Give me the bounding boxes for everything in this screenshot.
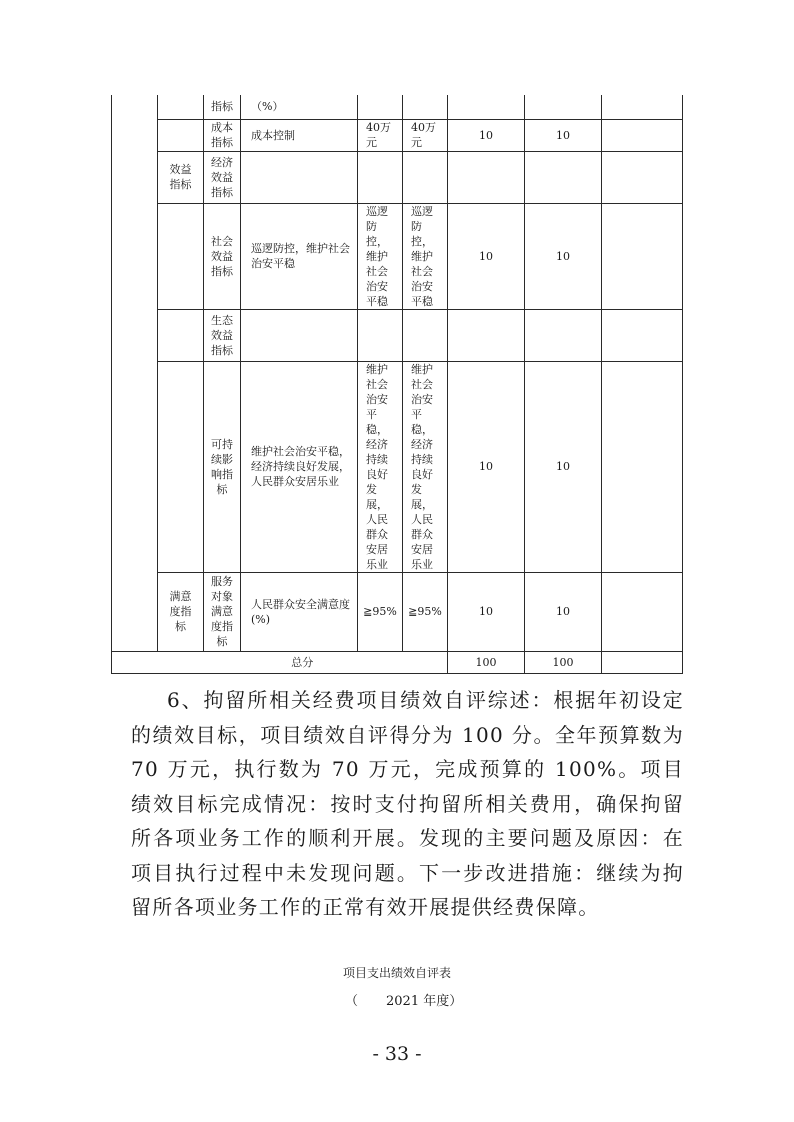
year-label: 2021 年度） <box>386 994 463 1009</box>
group-cell: 效益指标 <box>158 151 204 203</box>
target-cell: 巡逻防控，维护社会治安平稳 <box>358 203 403 309</box>
actual-cell <box>403 151 448 203</box>
weight-cell <box>448 151 525 203</box>
note-cell <box>602 572 683 651</box>
score-cell <box>525 151 602 203</box>
weight-cell <box>448 309 525 361</box>
score-cell: 10 <box>525 119 602 151</box>
note-cell <box>602 361 683 572</box>
subcategory-cell: 指标 <box>204 95 241 119</box>
indicator-cell: 人民群众安全满意度(%) <box>241 572 358 651</box>
indicator-cell: 维护社会治安平稳，经济持续良好发展，人民群众安居乐业 <box>241 361 358 572</box>
indicator-cell: 成本控制 <box>241 119 358 151</box>
total-score-cell: 100 <box>525 651 602 673</box>
form-title: 项目支出绩效自评表 <box>342 966 451 980</box>
note-cell <box>602 119 683 151</box>
subcategory-cell: 生态效益指标 <box>204 309 241 361</box>
actual-cell <box>403 309 448 361</box>
total-row <box>112 651 683 673</box>
actual-cell <box>403 95 448 119</box>
target-cell: ≧95% <box>358 572 403 651</box>
page-number: - 33 - <box>372 1043 422 1065</box>
note-cell <box>602 203 683 309</box>
indicator-cell <box>241 309 358 361</box>
summary-paragraph: 6、拘留所相关经费项目绩效自评综述：根据年初设定的绩效目标，项目绩效自评得分为 100 分。全年预算数为 70 万元，执行数为 70 万元，完成预算的 100%。项目绩效目标完成情况：按时支付拘留所相关费用，确保拘留所各项业务工作的顺利开展。发现的主要问题及原因：在项目执行过程中未发现问题。下一步改进措施：继续为拘留所各项业务工作的正常有效开展提供经费保障。 <box>131 688 684 919</box>
target-cell <box>358 151 403 203</box>
note-cell <box>602 151 683 203</box>
table-row <box>112 203 683 309</box>
weight-cell: 10 <box>448 361 525 572</box>
actual-cell: 维护社会治安平稳，经济持续良好发展，人民群众安居乐业 <box>403 361 448 572</box>
group-cell <box>158 361 204 572</box>
score-cell: 10 <box>525 203 602 309</box>
weight-cell: 10 <box>448 572 525 651</box>
lead-column <box>112 95 158 651</box>
subcategory-cell: 可持续影响指标 <box>204 361 241 572</box>
score-cell <box>525 309 602 361</box>
target-cell: 40万元 <box>358 119 403 151</box>
weight-cell: 10 <box>448 203 525 309</box>
note-cell <box>602 309 683 361</box>
subcategory-cell: 成本指标 <box>204 119 241 151</box>
group-cell <box>158 119 204 151</box>
performance-table <box>111 95 683 674</box>
total-lead-cell <box>112 651 158 673</box>
indicator-cell: （%） <box>241 95 358 119</box>
subcategory-cell: 服务对象满意度指标 <box>204 572 241 651</box>
year-open-paren: （ <box>345 994 359 1009</box>
score-cell <box>525 95 602 119</box>
actual-cell: 40万元 <box>403 119 448 151</box>
form-year <box>345 990 462 1009</box>
weight-cell <box>448 95 525 119</box>
group-cell <box>158 309 204 361</box>
subcategory-cell: 经济效益指标 <box>204 151 241 203</box>
subcategory-cell: 社会效益指标 <box>204 203 241 309</box>
indicator-cell: 巡逻防控，维护社会治安平稳 <box>241 203 358 309</box>
score-cell: 10 <box>525 361 602 572</box>
table-row <box>112 151 683 203</box>
target-cell: 维护社会治安平稳，经济持续良好发展，人民群众安居乐业 <box>358 361 403 572</box>
total-label-cell: 总分 <box>158 651 448 673</box>
table-row <box>112 572 683 651</box>
indicator-cell <box>241 151 358 203</box>
table-row <box>112 361 683 572</box>
weight-cell: 10 <box>448 119 525 151</box>
table-row <box>112 95 683 119</box>
note-cell <box>602 95 683 119</box>
target-cell <box>358 95 403 119</box>
table-row <box>112 119 683 151</box>
table-row <box>112 309 683 361</box>
total-weight-cell: 100 <box>448 651 525 673</box>
score-cell: 10 <box>525 572 602 651</box>
target-cell <box>358 309 403 361</box>
group-cell: 满意度指标 <box>158 572 204 651</box>
group-cell <box>158 203 204 309</box>
total-note-cell <box>602 651 683 673</box>
actual-cell: ≧95% <box>403 572 448 651</box>
actual-cell: 巡逻防控，维护社会治安平稳 <box>403 203 448 309</box>
group-cell <box>158 95 204 119</box>
